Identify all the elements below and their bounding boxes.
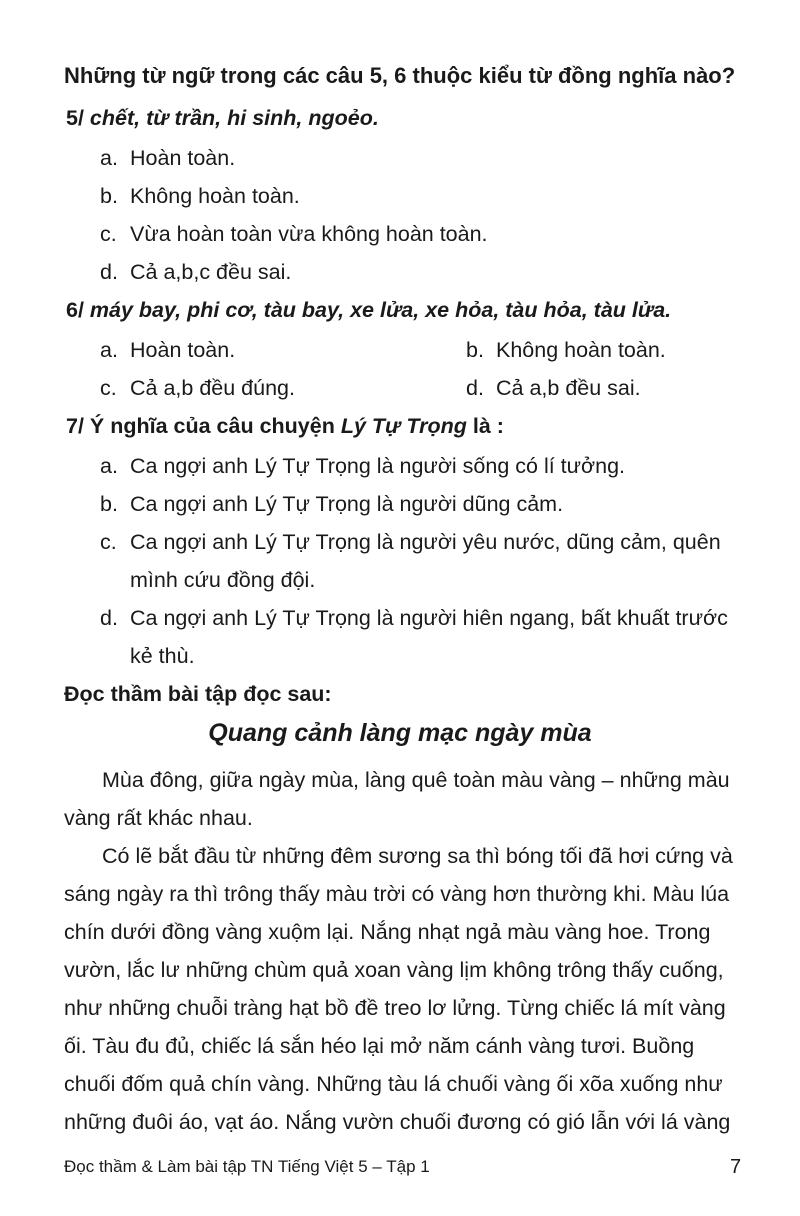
q7-option-a <box>100 452 625 480</box>
paragraph-2-line-8: những đuôi áo, vạt áo. Nắng vườn chuối đương có gió lẫn với lá vàng <box>64 1110 731 1134</box>
q7-option-b <box>100 490 563 518</box>
paragraph-2-line-4: vườn, lắc lư những chùm quả xoan vàng lịm không trông thấy cuống, <box>64 958 724 982</box>
q5-option-d <box>100 258 291 286</box>
q7-option-c-continued: mình cứu đồng đội. <box>130 568 316 592</box>
question-5-number: 5/ <box>66 106 84 130</box>
option-text: Không hoàn toàn. <box>496 338 666 362</box>
q7-option-c <box>100 528 721 556</box>
question-7-story: Lý Tự Trọng <box>340 414 467 438</box>
question-6 <box>66 296 671 324</box>
option-text: Cả a,b đều đúng. <box>130 376 295 400</box>
option-letter: b. <box>466 338 484 362</box>
q5-option-c <box>100 220 488 248</box>
question-6-number: 6/ <box>66 298 84 322</box>
question-5 <box>66 104 379 132</box>
option-letter: c. <box>100 530 117 554</box>
option-text: Hoàn toàn. <box>130 146 236 170</box>
option-letter: d. <box>100 606 118 630</box>
q6-option-a <box>100 336 235 364</box>
option-letter: d. <box>100 260 118 284</box>
option-letter: d. <box>466 376 484 400</box>
option-text: Ca ngợi anh Lý Tự Trọng là người dũng cảm. <box>130 492 564 516</box>
paragraph-2-line-6: ối. Tàu đu đủ, chiếc lá sắn héo lại mở năm cánh vàng tươi. Buồng <box>64 1034 695 1058</box>
footer-page-number: 7 <box>730 1156 742 1178</box>
q7-option-d-continued: kẻ thù. <box>130 644 195 668</box>
option-text: Vừa hoàn toàn vừa không hoàn toàn. <box>130 222 488 246</box>
option-letter: c. <box>100 222 117 246</box>
q6-option-c <box>100 374 295 402</box>
q7-option-d <box>100 604 728 632</box>
option-text: Không hoàn toàn. <box>130 184 300 208</box>
question-7 <box>66 412 504 440</box>
paragraph-2-line-1: Có lẽ bắt đầu từ những đêm sương sa thì bóng tối đã hơi cứng và <box>102 844 733 868</box>
option-text: Cả a,b đều sai. <box>496 376 641 400</box>
option-letter: a. <box>100 338 118 362</box>
q6-option-d <box>466 374 641 402</box>
option-letter: a. <box>100 454 118 478</box>
option-text: Cả a,b,c đều sai. <box>130 260 292 284</box>
paragraph-1-line-2: vàng rất khác nhau. <box>64 806 253 830</box>
option-text: Ca ngợi anh Lý Tự Trọng là người hiên ngang, bất khuất trước <box>130 606 728 630</box>
option-text: Ca ngợi anh Lý Tự Trọng là người sống có lí tưởng. <box>130 454 626 478</box>
paragraph-2-line-2: sáng ngày ra thì trông thấy màu trời có vàng hơn thường khi. Màu lúa <box>64 882 730 906</box>
reading-instruction: Đọc thầm bài tập đọc sau: <box>64 682 332 706</box>
option-letter: c. <box>100 376 117 400</box>
instruction-heading: Những từ ngữ trong các câu 5, 6 thuộc kiểu từ đồng nghĩa nào? <box>64 63 736 88</box>
option-letter: b. <box>100 184 118 208</box>
footer-book-title: Đọc thầm & Làm bài tập TN Tiếng Việt 5 – Tập 1 <box>64 1157 430 1176</box>
option-letter: a. <box>100 146 118 170</box>
q5-option-a <box>100 144 235 172</box>
paragraph-2-line-5: như những chuỗi tràng hạt bồ đề treo lơ lửng. Từng chiếc lá mít vàng <box>64 996 726 1020</box>
paragraph-2-line-3: chín dưới đồng vàng xuộm lại. Nắng nhạt ngả màu vàng hoe. Trong <box>64 920 711 944</box>
q6-option-b <box>466 336 666 364</box>
question-5-text: chết, từ trần, hi sinh, ngoẻo. <box>89 106 379 130</box>
question-7-prefix: Ý nghĩa của câu chuyện <box>89 414 335 438</box>
reading-title: Quang cảnh làng mạc ngày mùa <box>208 719 592 747</box>
option-letter: b. <box>100 492 118 516</box>
paragraph-2-line-7: chuối đốm quả chín vàng. Những tàu lá chuối vàng ối xõa xuống như <box>64 1072 723 1096</box>
q5-option-b <box>100 182 300 210</box>
option-text: Hoàn toàn. <box>130 338 236 362</box>
option-text: Ca ngợi anh Lý Tự Trọng là người yêu nước, dũng cảm, quên <box>130 530 721 554</box>
question-6-text: máy bay, phi cơ, tàu bay, xe lửa, xe hỏa, tàu hỏa, tàu lửa. <box>89 298 672 322</box>
paragraph-1-line-1: Mùa đông, giữa ngày mùa, làng quê toàn màu vàng – những màu <box>102 768 730 792</box>
question-7-number: 7/ <box>66 414 84 438</box>
question-7-suffix: là : <box>472 414 504 438</box>
